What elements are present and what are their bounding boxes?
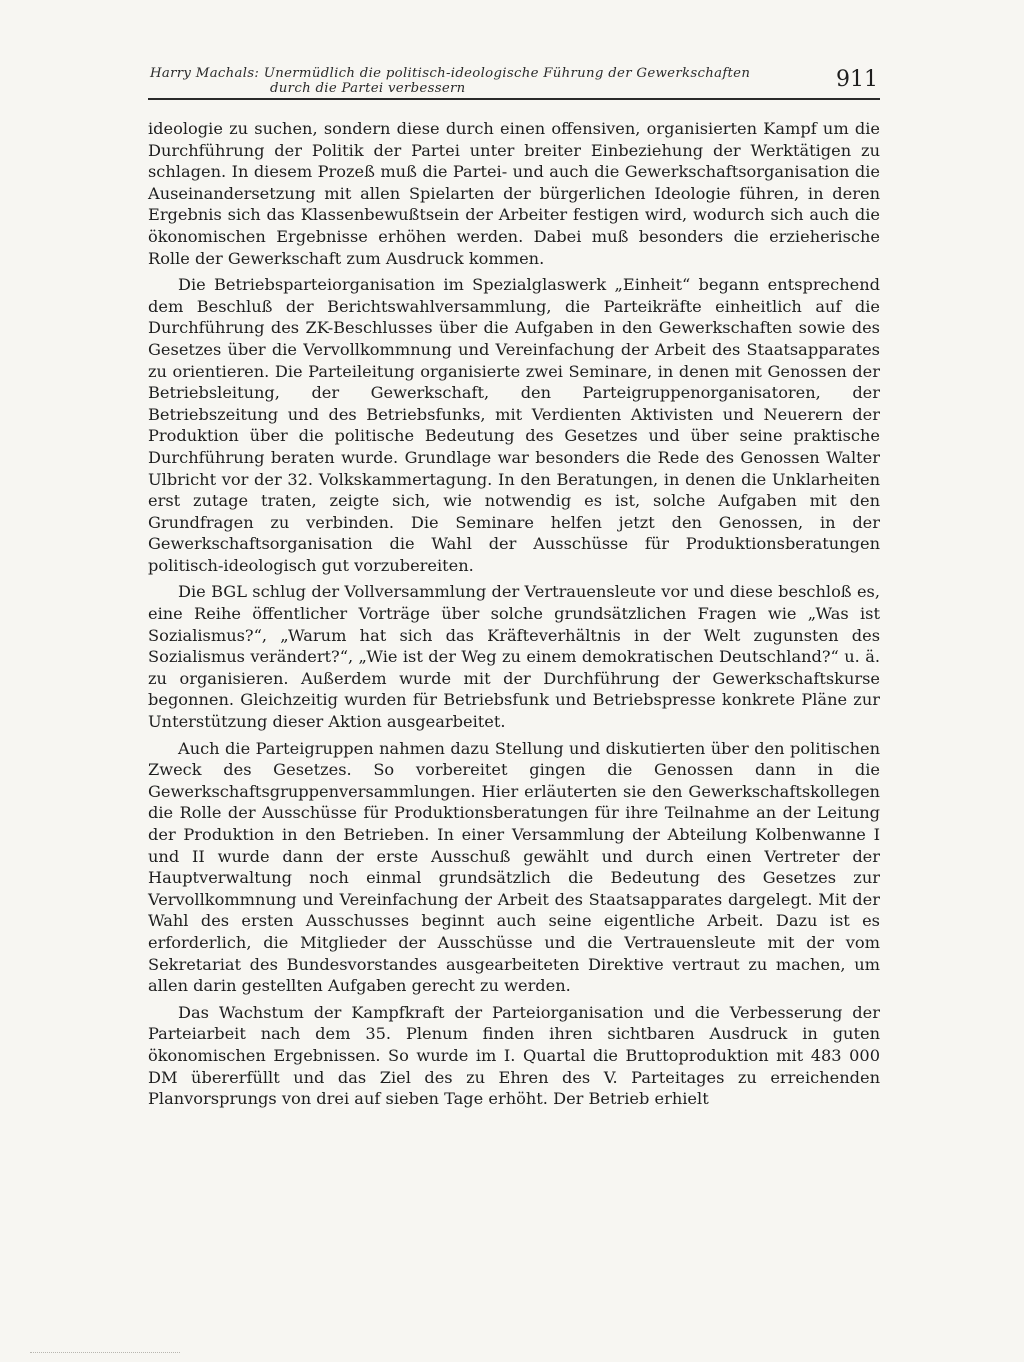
running-header (148, 62, 880, 100)
paragraph-5: Das Wachstum der Kampfkraft der Parteiorganisation und die Verbesserung der Parteiarbeit nach dem 35. Plenum finden ihren sichtbaren Ausdruck in guten ökonomischen Ergebnissen. So wurde im I. Quartal die Bruttoproduktion mit 483 000 DM übererfüllt und das Ziel des zu Ehren des V. Parteitages zu erreichenden Planvorsprungs von drei auf sieben Tage erhöht. Der Betrieb erhielt (148, 1002, 880, 1109)
page-number: 911 (836, 67, 878, 92)
scan-edge-mark (30, 1352, 180, 1355)
header-title-line-1: Harry Machals: Unermüdlich die politisch-ideologische Führung der Gewerkschaften (150, 66, 751, 81)
header-title (150, 66, 810, 96)
paragraph-3: Die BGL schlug der Vollversammlung der Vertrauensleute vor und diese beschloß es, eine Reihe öffentlicher Vorträge über solche grundsätzlichen Fragen wie „Was ist Sozialismus?“, „Warum hat sich das Kräfteverhältnis in der Welt zugunsten des Sozialismus verändert?“, „Wie ist der Weg zu einem demokratischen Deutschland?“ u. ä. zu organisieren. Außerdem wurde mit der Durchführung der Gewerkschaftskurse begonnen. Gleichzeitig wurden für Betriebsfunk und Betriebspresse konkrete Pläne zur Unterstützung dieser Aktion ausgearbeitet. (148, 582, 880, 732)
body-text (148, 118, 880, 1115)
paragraph-4: Auch die Parteigruppen nahmen dazu Stellung und diskutierten über den politischen Zweck des Gesetzes. So vorbereitet gingen die Genossen dann in die Gewerkschaftsgruppenversammlungen. Hier erläuterten sie den Gewerkschaftskollegen die Rolle der Ausschüsse für Produktionsberatungen für ihre Teilnahme an der Leitung der Produktion in den Betrieben. In einer Versammlung der Abteilung Kolbenwanne I und II wurde dann der erste Ausschuß gewählt und durch einen Vertreter der Hauptverwaltung noch einmal grundsätzlich die Bedeutung des Gesetzes zur Vervollkommnung und Vereinfachung der Arbeit des Staatsapparates dargelegt. Mit der Wahl des ersten Ausschusses beginnt auch seine eigentliche Arbeit. Dazu ist es erforderlich, die Mitglieder der Ausschüsse und die Vertrauensleute mit der vom Sekretariat des Bundesvorstandes ausgearbeiteten Direktive vertraut zu machen, um allen darin gestellten Aufgaben gerecht zu werden. (148, 738, 880, 996)
header-title-line-2: durch die Partei verbessern (270, 81, 466, 96)
paragraph-2: Die Betriebsparteiorganisation im Spezialglaswerk „Einheit“ begann entsprechend dem Beschluß der Berichtswahlversammlung, die Parteikräfte einheitlich auf die Durchführung des ZK-Beschlusses über die Aufgaben in den Gewerkschaften sowie des Gesetzes über die Vervollkommnung und Vereinfachung der Arbeit des Staatsapparates zu orientieren. Die Parteileitung organisierte zwei Seminare, in denen mit Genossen der Betriebsleitung, der Gewerkschaft, den Parteigruppenorganisatoren, der Betriebszeitung und des Betriebsfunks, mit Verdienten Aktivisten und Neuerern der Produktion über die politische Bedeutung des Gesetzes und über seine praktische Durchführung beraten wurde. Grundlage war besonders die Rede des Genossen Walter Ulbricht vor der 32. Volkskammertagung. In den Beratungen, in denen die Unklarheiten erst zutage traten, zeigte sich, wie notwendig es ist, solche Aufgaben mit den Grundfragen zu verbinden. Die Seminare helfen jetzt den Genossen, in der Gewerkschaftsorganisation die Wahl der Ausschüsse für Produktionsberatungen politisch-ideologisch gut vorzubereiten. (148, 275, 880, 575)
paragraph-1: ideologie zu suchen, sondern diese durch einen offensiven, organisierten Kampf um die Durchführung der Politik der Partei unter breiter Einbeziehung der Werktätigen zu schlagen. In diesem Prozeß muß die Partei- und auch die Gewerkschaftsorganisation die Auseinandersetzung mit allen Spielarten der bürgerlichen Ideologie führen, in deren Ergebnis sich das Klassenbewußtsein der Arbeiter festigen wird, wodurch sich auch die ökonomischen Ergebnisse erhöhen werden. Dabei muß besonders die erzieherische Rolle der Gewerkschaft zum Ausdruck kommen. (148, 119, 880, 268)
